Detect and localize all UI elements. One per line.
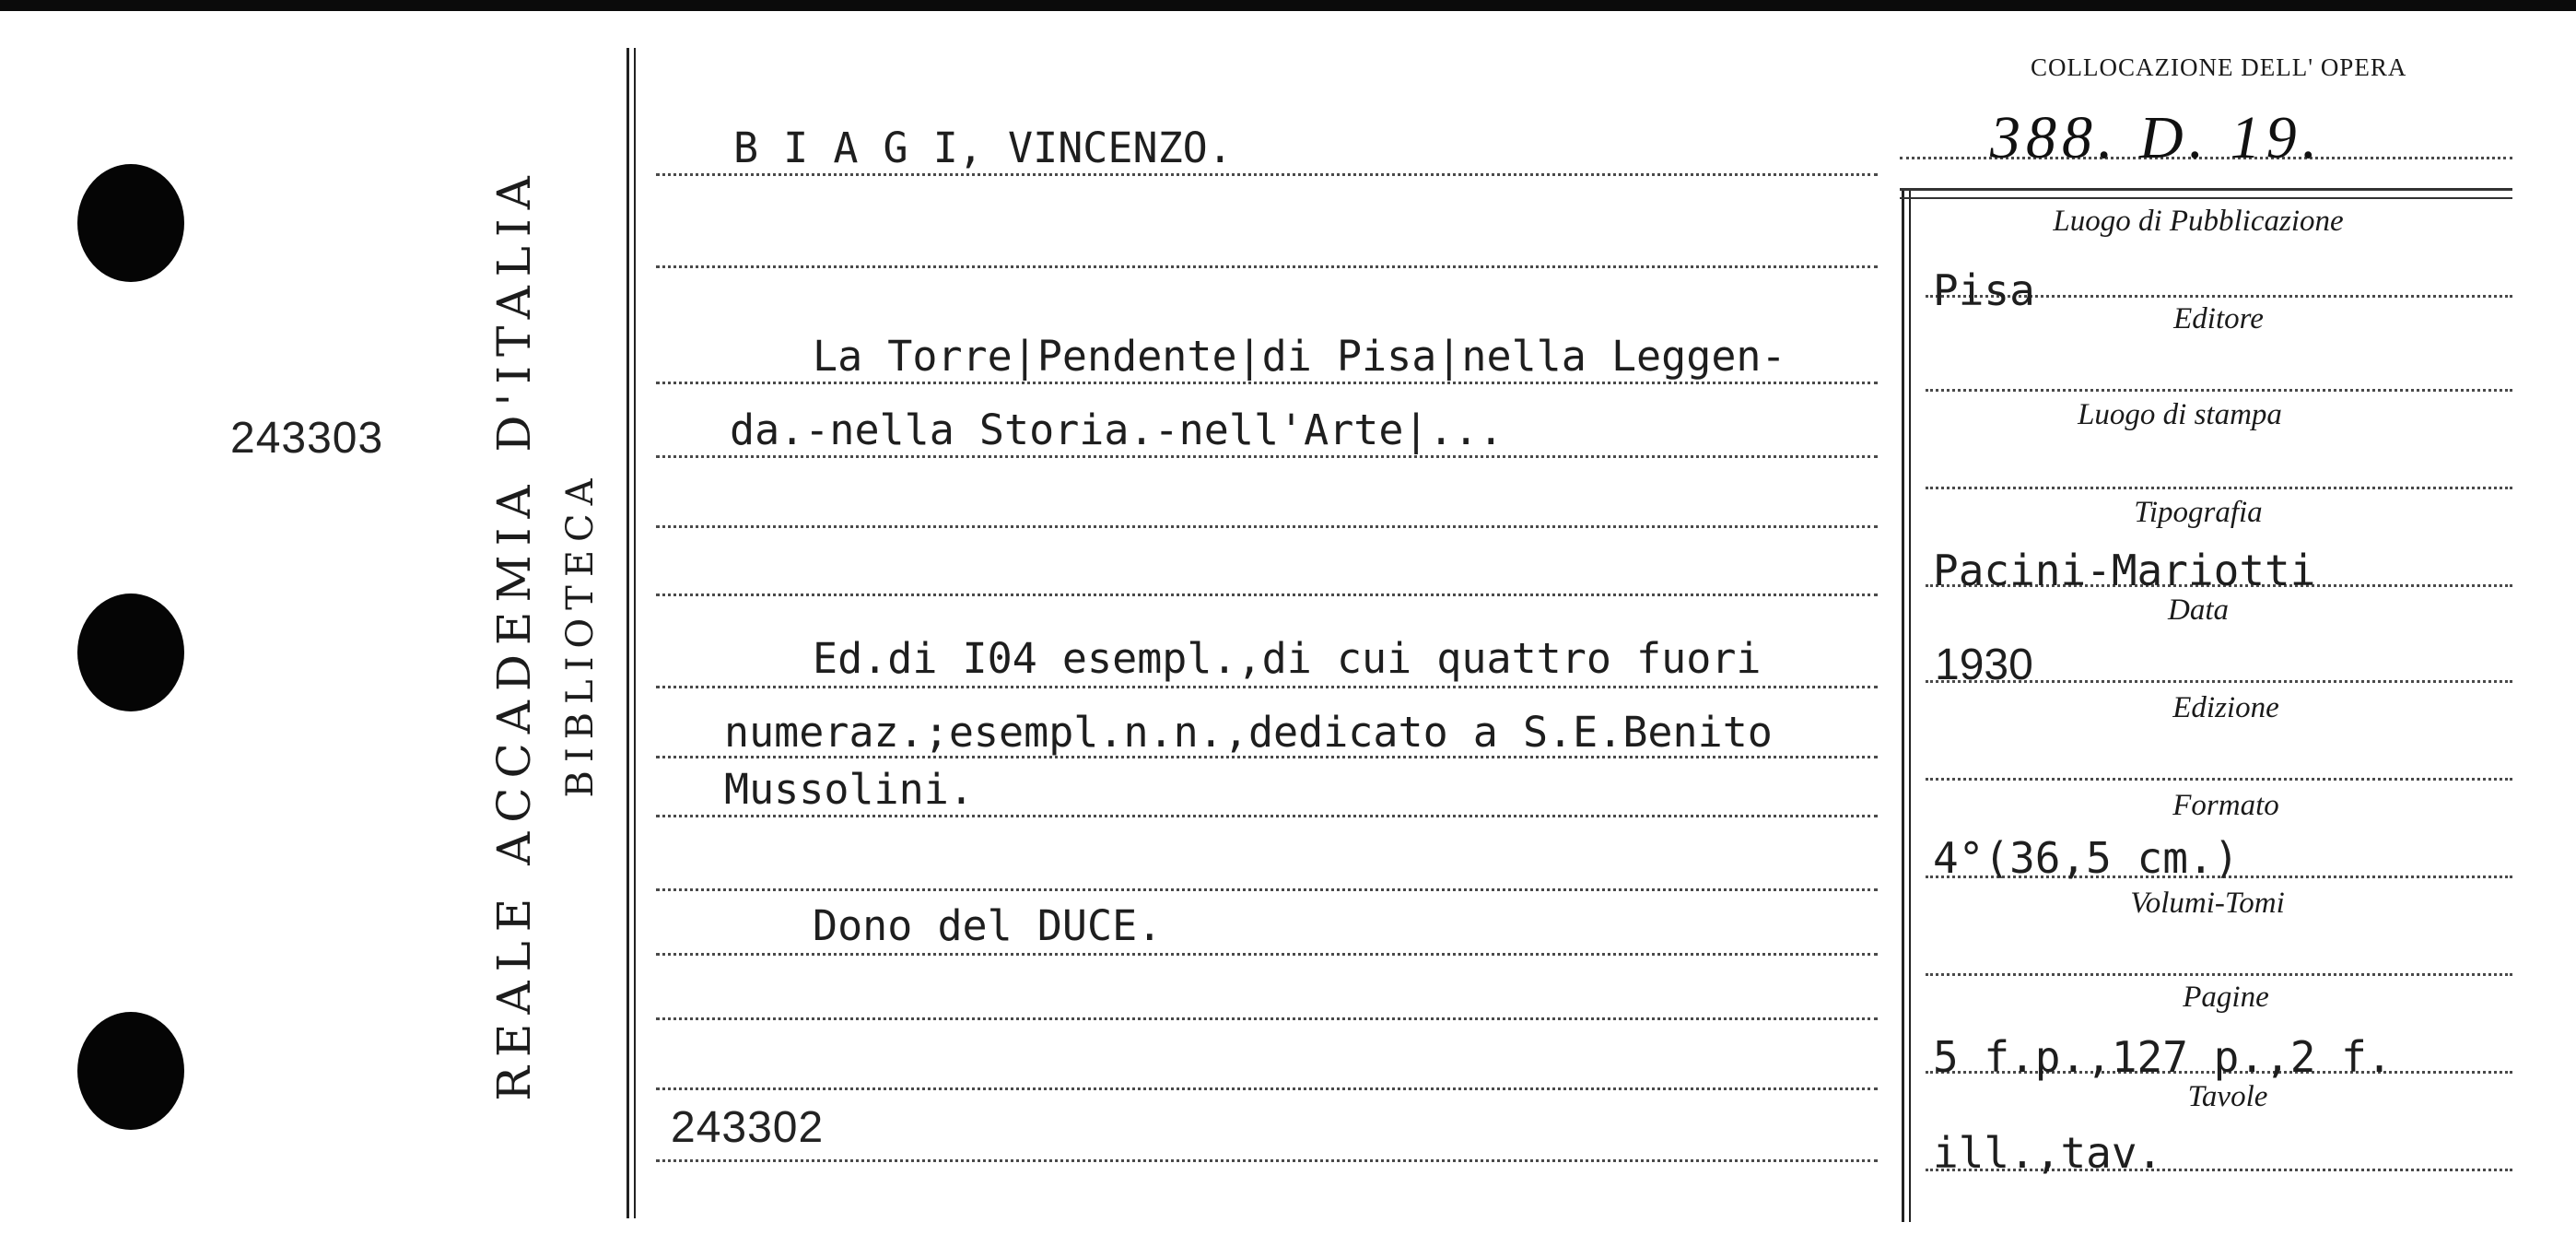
left-margin-line-inner: [634, 48, 636, 1218]
right-panel-top-rule-2: [1900, 197, 2512, 199]
side-inventory-number: 243303: [230, 414, 384, 463]
right-panel-line-inner: [1909, 190, 1911, 1222]
collocation-header: COLLOCAZIONE DELL' OPERA: [2031, 53, 2407, 81]
value-luogo-pubblicazione: Pisa: [1933, 265, 2035, 315]
panel-rule-2: [1926, 389, 2512, 392]
title-line-1: La Torre|Pendente|di Pisa|nella Leggen-: [813, 332, 1786, 381]
title-line-2: da.-nella Storia.-nell'Arte|...: [730, 405, 1504, 454]
label-luogo-pubblicazione: Luogo di Pubblicazione: [2053, 205, 2344, 238]
rule-1: [656, 173, 1878, 176]
label-edizione: Edizione: [2172, 691, 2279, 724]
gift-note: Dono del DUCE.: [813, 901, 1163, 950]
value-tipografia: Pacini-Mariotti: [1933, 546, 2316, 595]
label-tavole: Tavole: [2187, 1080, 2268, 1113]
label-data: Data: [2168, 593, 2229, 627]
left-margin-line: [626, 48, 629, 1218]
value-pagine: 5 f.p.,127 p.,2 f.: [1933, 1032, 2393, 1082]
bottom-inventory-number: 243302: [671, 1103, 825, 1152]
label-volumi-tomi: Volumi-Tomi: [2130, 887, 2285, 920]
punch-hole-top: [77, 164, 184, 282]
rule-5: [656, 525, 1878, 528]
label-luogo-stampa: Luogo di stampa: [2078, 398, 2282, 431]
punch-hole-bottom: [77, 1012, 184, 1130]
value-formato: 4°(36,5 cm.): [1933, 833, 2240, 883]
library-stamp: BIBLIOTECA: [559, 470, 602, 798]
value-data: 1930: [1935, 641, 2033, 689]
scan-top-edge: [0, 0, 2576, 11]
rule-12: [656, 1017, 1878, 1020]
institution-stamp: REALE ACCADEMIA D'ITALIA: [487, 167, 541, 1101]
rule-10: [656, 888, 1878, 891]
panel-rule-6: [1926, 778, 2512, 781]
author-heading: B I A G I, VINCENZO.: [733, 123, 1233, 172]
panel-rule-3: [1926, 487, 2512, 489]
rule-2: [656, 265, 1878, 268]
rule-4: [656, 455, 1878, 458]
shelfmark-handwritten: 388. D. 19.: [1990, 104, 2324, 171]
rule-7: [656, 686, 1878, 688]
right-panel-top-rule: [1900, 188, 2512, 191]
label-editore: Editore: [2173, 302, 2264, 335]
rule-3: [656, 382, 1878, 384]
notes-line-3: Mussolini.: [724, 765, 974, 814]
rule-6: [656, 593, 1878, 596]
label-formato: Formato: [2172, 789, 2279, 822]
label-tipografia: Tipografia: [2134, 496, 2263, 529]
rule-11: [656, 953, 1878, 956]
punch-hole-middle: [77, 593, 184, 711]
right-panel-line: [1902, 190, 1904, 1222]
panel-rule-8: [1926, 973, 2512, 976]
notes-line-1: Ed.di I04 esempl.,di cui quattro fuori: [813, 634, 1762, 683]
notes-line-2: numeraz.;esempl.n.n.,dedicato a S.E.Benito: [724, 708, 1773, 757]
rule-14: [656, 1159, 1878, 1162]
label-pagine: Pagine: [2183, 981, 2269, 1014]
rule-9: [656, 815, 1878, 817]
value-tavole: ill.,tav.: [1933, 1128, 2163, 1178]
rule-13: [656, 1087, 1878, 1090]
